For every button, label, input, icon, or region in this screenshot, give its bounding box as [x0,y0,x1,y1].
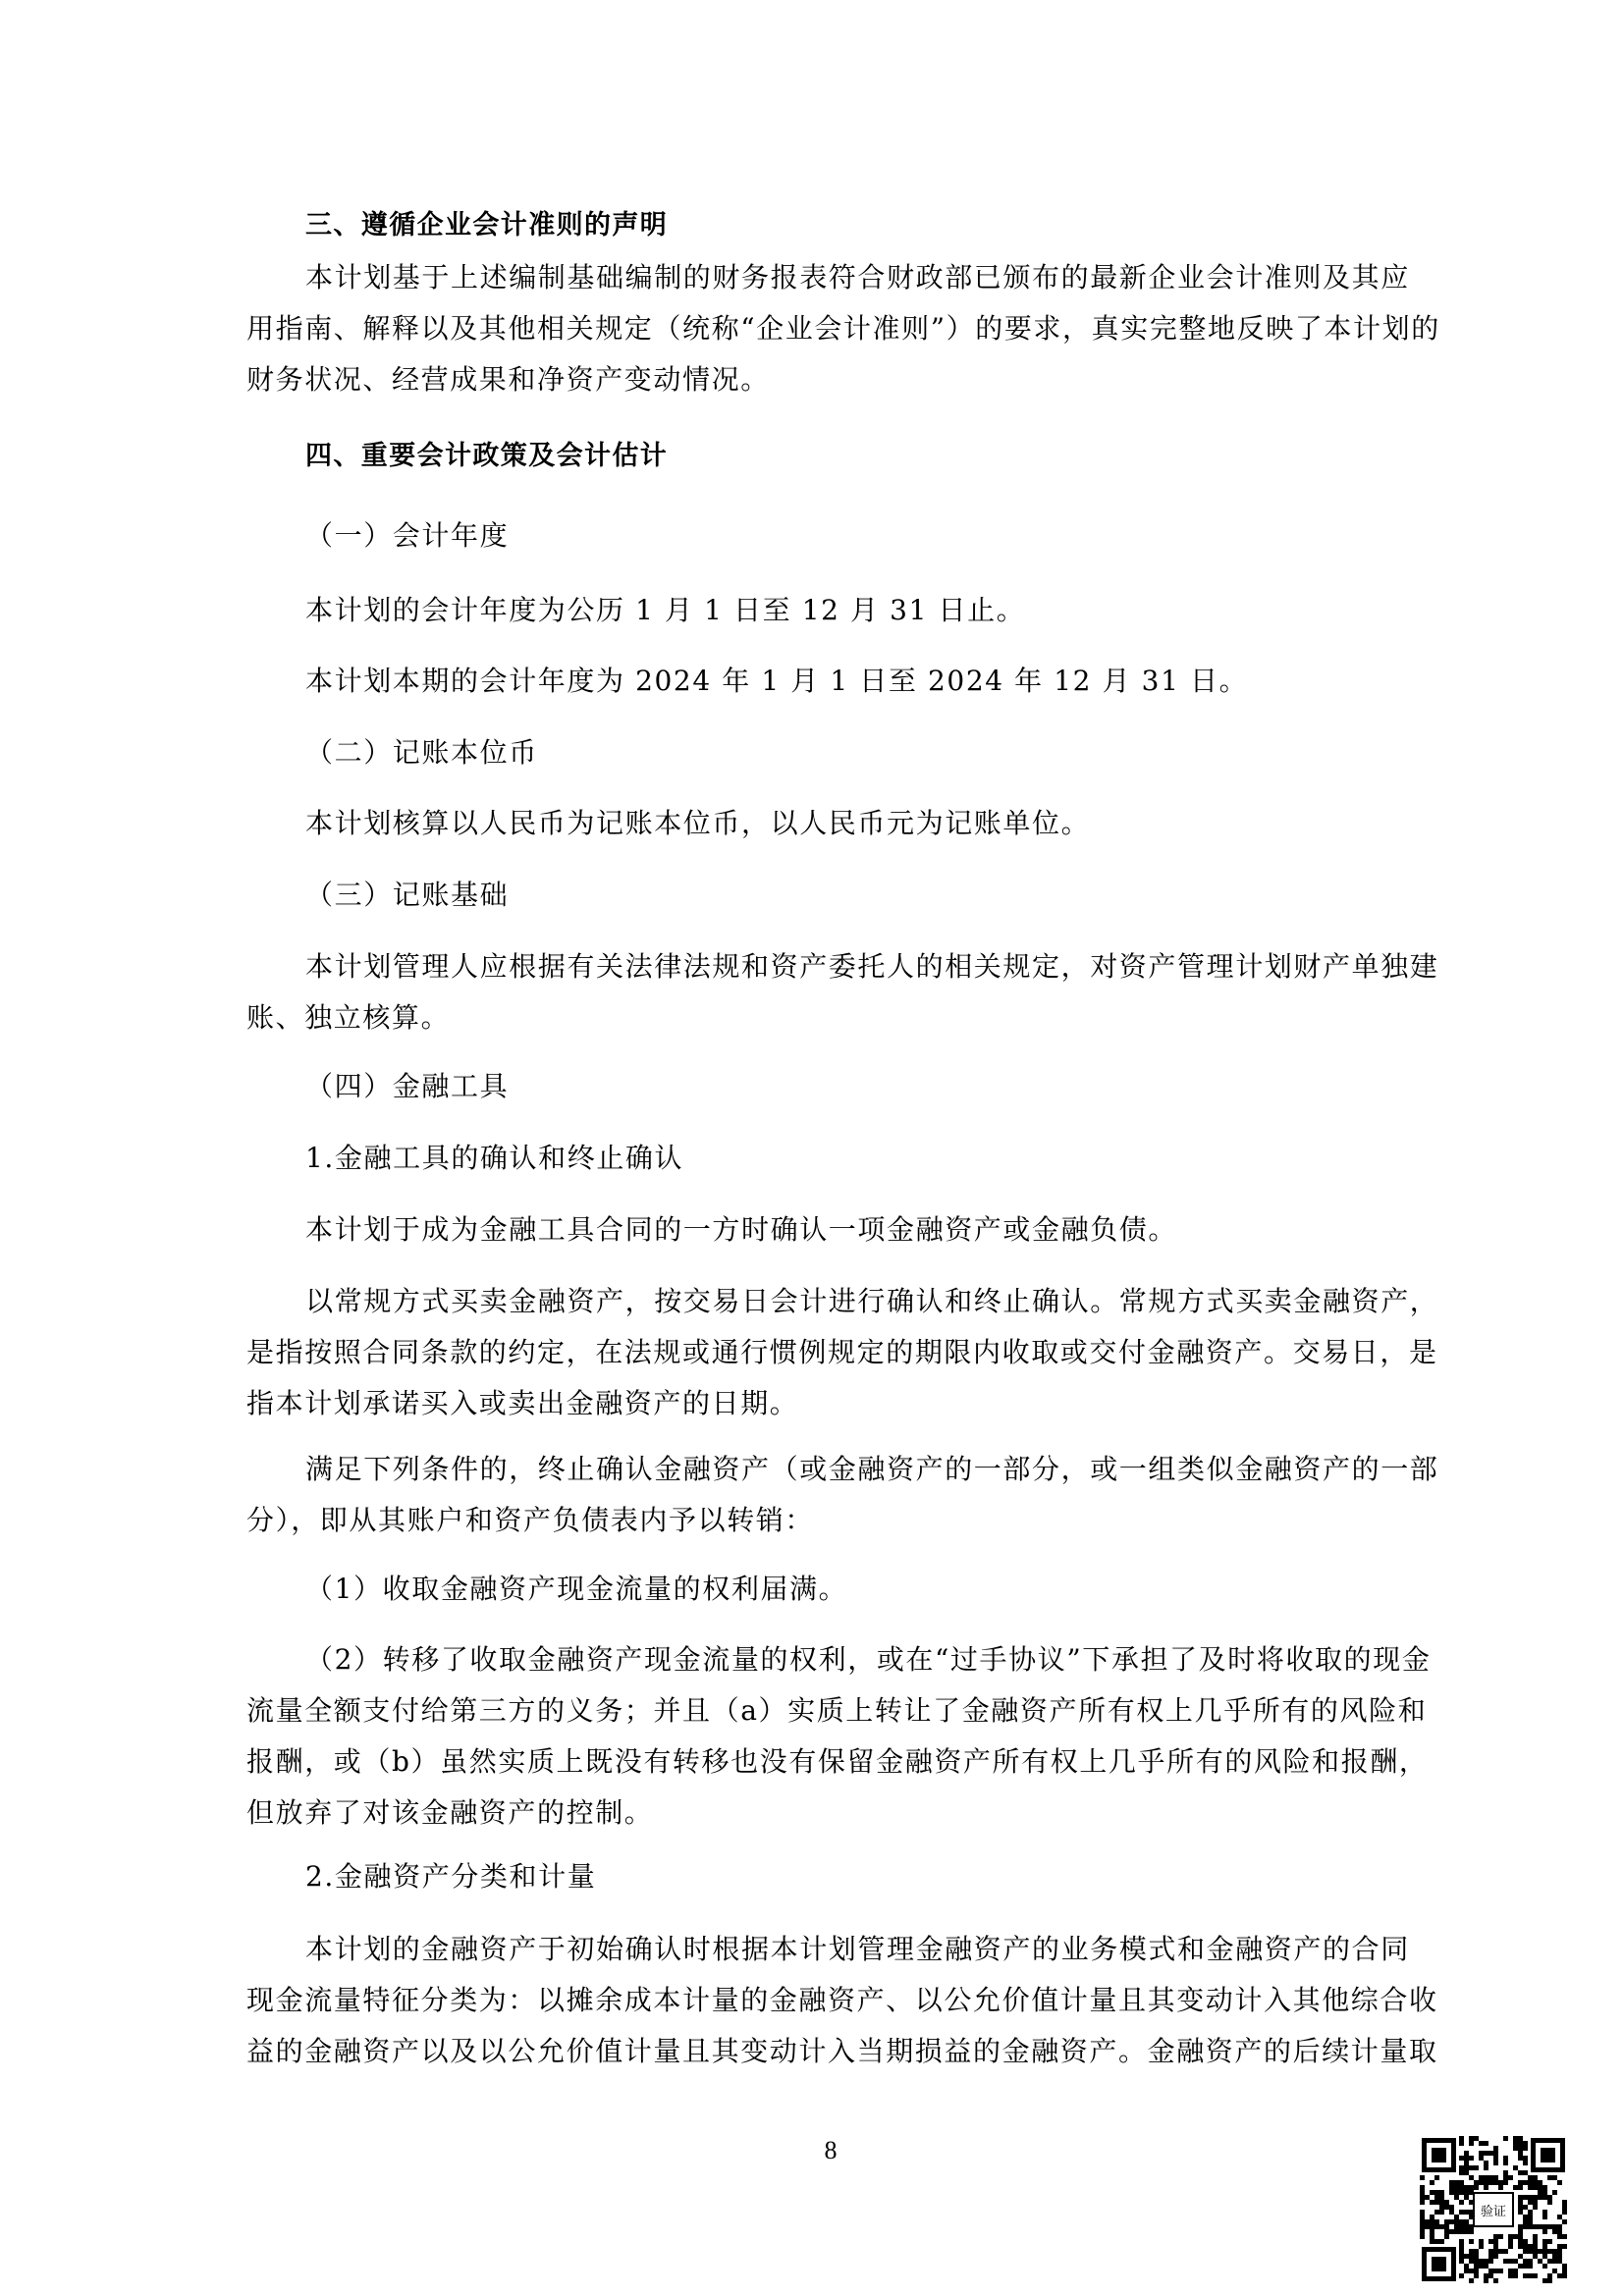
qr-code-icon [1420,2136,1567,2283]
text-line: 报酬，或（b）虽然实质上既没有转移也没有保留金融资产所有权上几乎所有的风险和报酬， [246,1745,1429,1778]
derecognition-paragraph [246,1444,1439,1546]
text-line: 是指按照合同条款的约定，在法规或通行惯例规定的期限内收取或交付金融资产。交易日，是 [246,1336,1438,1368]
recognition-paragraph-1: 本计划于成为金融工具合同的一方时确认一项金融资产或金融负债。 [305,1213,1178,1246]
text-line: 本计划的金融资产于初始确认时根据本计划管理金融资产的业务模式和金融资产的合同 [305,1933,1410,1965]
subsection-title-accounting-basis: （三）记账基础 [305,879,510,911]
recognition-paragraph-2 [246,1276,1439,1429]
condition-2 [246,1634,1432,1839]
qr-logo-text: 验证 [1480,2205,1507,2219]
currency-paragraph: 本计划核算以人民币为记账本位币，以人民币元为记账单位。 [305,807,1091,839]
page-number: 8 [824,2136,838,2164]
text-line: 分），即从其账户和资产负债表内予以转销： [246,1504,815,1536]
text-line: 本计划基于上述编制基础编制的财务报表符合财政部已颁布的最新企业会计准则及其应 [305,261,1410,294]
text-line: 用指南、解释以及其他相关规定（统称“企业会计准则”）的要求，真实完整地反映了本计划的 [246,312,1440,345]
item-title-recognition: 1.金融工具的确认和终止确认 [305,1142,684,1174]
classification-paragraph [246,1924,1438,2077]
text-line: 现金流量特征分类为：以摊余成本计量的金融资产、以公允价值计量且其变动计入其他综合收 [246,1984,1438,2016]
subsection-title-financial-instruments: （四）金融工具 [305,1070,510,1102]
subsection-title-currency: （二）记账本位币 [305,736,538,769]
text-line: 流量全额支付给第三方的义务；并且（a）实质上转让了金融资产所有权上几乎所有的风险和 [246,1694,1428,1727]
text-line: 财务状况、经营成果和净资产变动情况。 [246,363,770,396]
text-line: 满足下列条件的，终止确认金融资产（或金融资产的一部分，或一组类似金融资产的一部 [305,1453,1439,1485]
item-title-classification: 2.金融资产分类和计量 [305,1860,597,1893]
section3-paragraph [246,252,1440,405]
fiscal-year-paragraph-2: 本计划本期的会计年度为 2024 年 1 月 1 日至 2024 年 12 月 31 日。 [305,665,1249,697]
verification-qr-code [1420,2136,1567,2283]
subsection-title-fiscal-year: （一）会计年度 [305,519,510,552]
text-line: 益的金融资产以及以公允价值计量且其变动计入当期损益的金融资产。金融资产的后续计量取 [246,2035,1438,2067]
text-line: 账、独立核算。 [246,1001,451,1034]
condition-1: （1）收取金融资产现金流量的权利届满。 [305,1573,848,1605]
text-line: 以常规方式买卖金融资产，按交易日会计进行确认和终止确认。常规方式买卖金融资产， [305,1285,1439,1317]
section-heading-3: 三、遵循企业会计准则的声明 [305,210,669,240]
text-line: （2）转移了收取金融资产现金流量的权利，或在“过手协议”下承担了及时将收取的现金 [305,1643,1432,1676]
text-line: 但放弃了对该金融资产的控制。 [246,1796,654,1829]
section-heading-4: 四、重要会计政策及会计估计 [305,441,669,471]
fiscal-year-paragraph-1: 本计划的会计年度为公历 1 月 1 日至 12 月 31 日止。 [305,594,1026,626]
accounting-basis-paragraph [246,941,1439,1043]
text-line: 指本计划承诺买入或卖出金融资产的日期。 [246,1387,799,1419]
text-line: 本计划管理人应根据有关法律法规和资产委托人的相关规定，对资产管理计划财产单独建 [305,950,1439,983]
